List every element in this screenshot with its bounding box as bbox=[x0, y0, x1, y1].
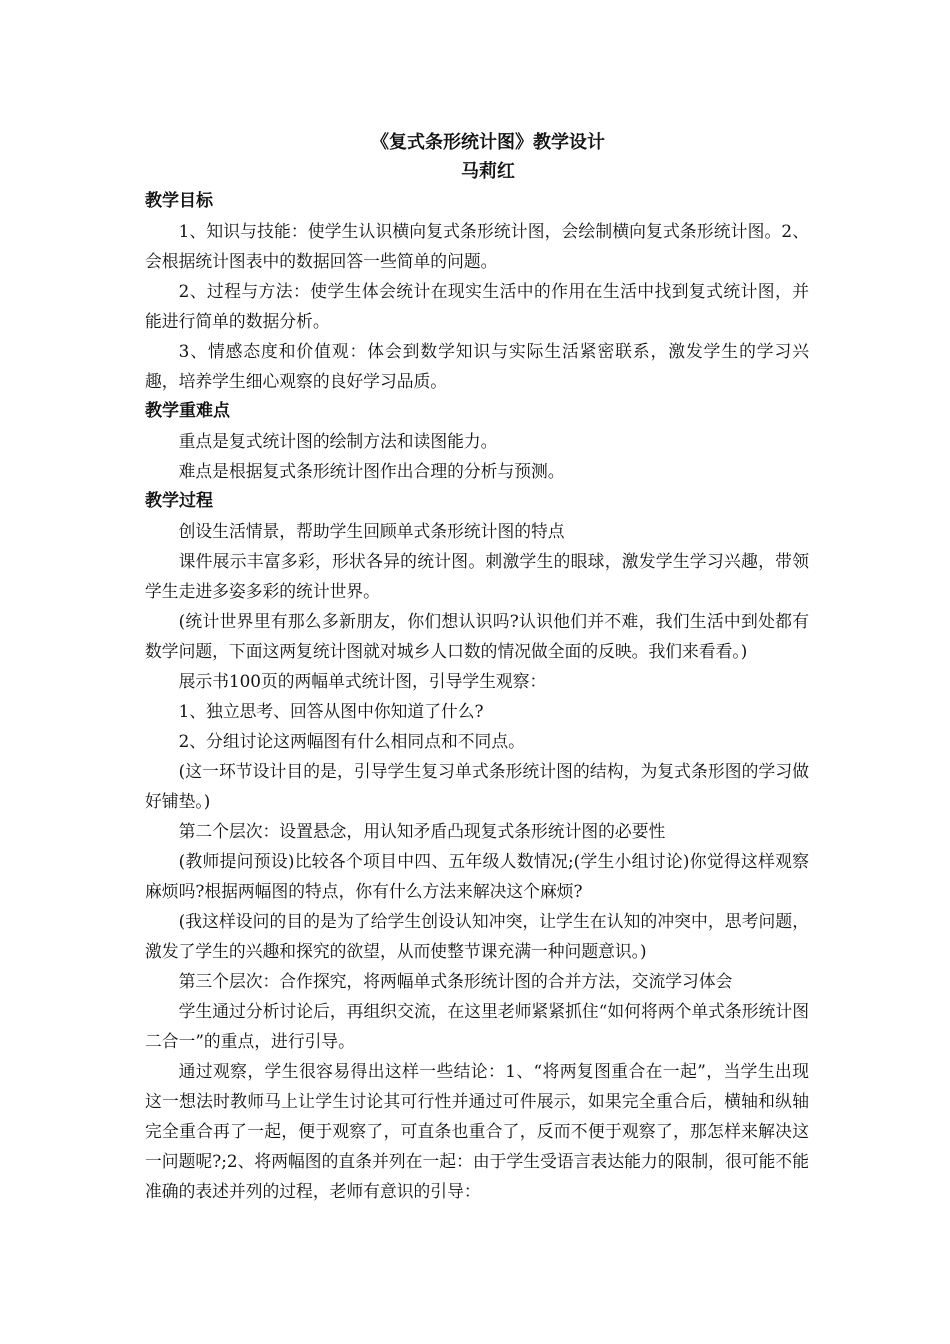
paragraph: 3、情感态度和价值观：体会到数学知识与实际生活紧密联系，激发学生的学习兴趣，培养学生细心观察的良好学习品质。 bbox=[145, 341, 809, 391]
section-heading-objectives: 教学目标 bbox=[145, 191, 213, 211]
paragraph: 第二个层次：设置悬念，用认知矛盾凸现复式条形统计图的必要性 bbox=[178, 821, 666, 841]
paragraph: 重点是复式统计图的绘制方法和读图能力。 bbox=[178, 431, 498, 451]
paragraph: 课件展示丰富多彩，形状各异的统计图。刺激学生的眼球，激发学生学习兴趣，带领学生走进多姿多彩的统计世界。 bbox=[145, 551, 809, 601]
paragraph: 2、分组讨论这两幅图有什么相同点和不同点。 bbox=[178, 731, 525, 751]
paragraph: (统计世界里有那么多新朋友，你们想认识吗?认识他们并不难，我们生活中到处都有数学问题，下面这两复统计图就对城乡人口数的情况做全面的反映。我们来看看。) bbox=[145, 611, 809, 661]
paragraph: 通过观察，学生很容易得出这样一些结论：1、“将两复图重合在一起”，当学生出现这一想法时教师马上让学生讨论其可行性并通过可件展示，如果完全重合后，横轴和纵轴完全重合再了一起，便于观察了，可直条也重合了，反而不便于观察了，那怎样来解决这一问题呢?;2、将两幅图的直条并列在一起：由于学生受语言表达能力的限制，很可能不能准确的表述并列的过程，老师有意识的引导： bbox=[145, 1061, 809, 1201]
paragraph: (教师提问预设)比较各个项目中四、五年级人数情况;(学生小组讨论)你觉得这样观察麻烦吗?根据两幅图的特点，你有什么方法来解决这个麻烦? bbox=[145, 851, 809, 901]
paragraph: 难点是根据复式条形统计图作出合理的分析与预测。 bbox=[178, 461, 565, 481]
paragraph: 1、知识与技能：使学生认识横向复式条形统计图，会绘制横向复式条形统计图。2、会根据统计图表中的数据回答一些简单的问题。 bbox=[145, 221, 809, 271]
paragraph: (我这样设问的目的是为了给学生创设认知冲突，让学生在认知的冲突中，思考问题，激发了学生的兴趣和探究的欲望，从而使整节课充满一种问题意识。) bbox=[145, 911, 809, 961]
section-heading-key-points: 教学重难点 bbox=[145, 401, 230, 421]
section-heading-process: 教学过程 bbox=[145, 491, 213, 511]
document-title: 《复式条形统计图》教学设计 bbox=[371, 132, 605, 153]
document-page bbox=[145, 128, 809, 1206]
paragraph: 1、独立思考、回答从图中你知道了什么? bbox=[178, 701, 484, 721]
document-author: 马莉红 bbox=[461, 161, 515, 182]
paragraph: 第三个层次：合作探究，将两幅单式条形统计图的合并方法，交流学习体会 bbox=[178, 971, 733, 991]
paragraph: (这一环节设计目的是，引导学生复习单式条形统计图的结构，为复式条形图的学习做好铺垫。) bbox=[145, 761, 809, 811]
paragraph: 创设生活情景，帮助学生回顾单式条形统计图的特点 bbox=[178, 521, 565, 541]
paragraph: 展示书100页的两幅单式统计图，引导学生观察： bbox=[178, 671, 547, 691]
paragraph: 学生通过分析讨论后，再组织交流，在这里老师紧紧抓住“如何将两个单式条形统计图二合一”的重点，进行引导。 bbox=[145, 1001, 809, 1051]
paragraph: 2、过程与方法：使学生体会统计在现实生活中的作用在生活中找到复式统计图，并能进行简单的数据分析。 bbox=[145, 281, 809, 331]
